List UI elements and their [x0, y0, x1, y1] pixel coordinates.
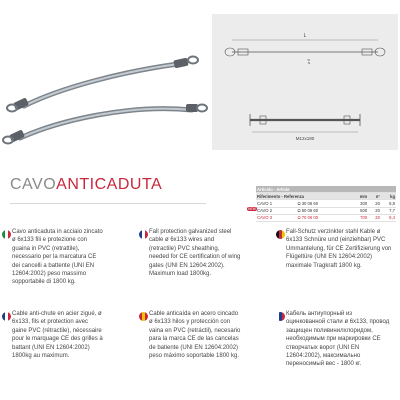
flag-stripe	[282, 312, 285, 321]
technical-drawing-panel	[212, 14, 398, 150]
new-badge: NEW	[248, 207, 256, 211]
table-header-reference: Riferimento - Referenza	[256, 193, 350, 200]
flag-es-icon	[139, 312, 148, 321]
table-subheader-row	[256, 193, 396, 200]
table-row: CAVO 2 Ω 50 06 60 500 20 7,7	[257, 208, 395, 214]
title-divider	[10, 203, 206, 204]
table-header-article: Articolo - Article	[256, 186, 350, 193]
spec-table	[256, 186, 396, 222]
title-part1: CAVO	[10, 176, 57, 193]
technical-drawing	[212, 14, 398, 150]
description-ru: Кабель антиупорный из оцинкованной стали ø 6x133, провод защищен поливинилхлоридом, необходимым при маркировки CE створчатых ворот (UNI EN 12604:2002), максимально переносимый вес - 1800 кг.	[286, 311, 390, 368]
thread-label: M12x180	[295, 136, 315, 141]
flag-stripe	[145, 230, 148, 239]
description-de: Fall-Schutz verzinkter stahl Kable ø 6x133 Schnüre und (einziehbar) PVC Ummantelung, für CE Zertifizierung von Flügeltüre (UNI EN 12604:2002) maximale Tragkraft 1800 kg.	[286, 229, 392, 269]
description-es: Cable anticaída en acero cincado ø 6x133 hilos y protección con vaina en PVC (retráctil), necesario para la marca CE de las cancelas de batiente (UNI EN 12604:2002) peso máximo soportable 1800 kg.	[149, 311, 241, 360]
description-fr: Cable anti-chute en acier zigué, ø 6x133, fils et protection avec gaine PVC (rétractile), nécessaire pour le marquage CE des grilles à battant (UNI EN 12604:2002) 1800kg au maximum.	[12, 311, 103, 360]
flag-it-icon	[2, 230, 11, 239]
flag-stripe	[145, 312, 148, 321]
description-it: Cavo anticaduta in acciaio zincato ø 6x133 fili e protezione con guaina in PVC (retrattile), necessario per la marcatura CE dei cancelli a battente (UNI EN 12604:2002) peso massimo sopportabile di 1800 kg.	[12, 229, 103, 286]
product-title	[10, 176, 162, 194]
flag-ru-icon	[276, 312, 285, 321]
flag-stripe	[8, 312, 11, 321]
flag-stripe	[282, 230, 285, 239]
flag-fr-icon	[2, 312, 11, 321]
table-row: CAVO 3 Ω 70 06 00 700 20 8,4	[257, 215, 395, 221]
dim-diameter-label: ø 6	[307, 58, 311, 64]
table-row: CAVO 1 Ω 30 06 60 300 20 6,8	[257, 200, 395, 206]
dim-l-label: L	[303, 33, 307, 39]
table-header-kg: kg	[381, 193, 396, 200]
flag-stripe	[8, 230, 11, 239]
table-header-mm: mm	[350, 193, 368, 200]
table-header-row	[256, 186, 396, 193]
description-en: Fall protection galvanized steel cable ø 6x133 wires and (retractile) PVC sheathing, needed for CE certification of wing gates (UNI EN 12604:2002). Maximum load 1800kg.	[149, 229, 241, 278]
flag-de-icon	[276, 230, 285, 239]
flag-en-icon	[139, 230, 148, 239]
table-header-n: n°	[368, 193, 381, 200]
product-photo	[0, 0, 210, 150]
title-part2: ANTICADUTA	[56, 176, 163, 193]
